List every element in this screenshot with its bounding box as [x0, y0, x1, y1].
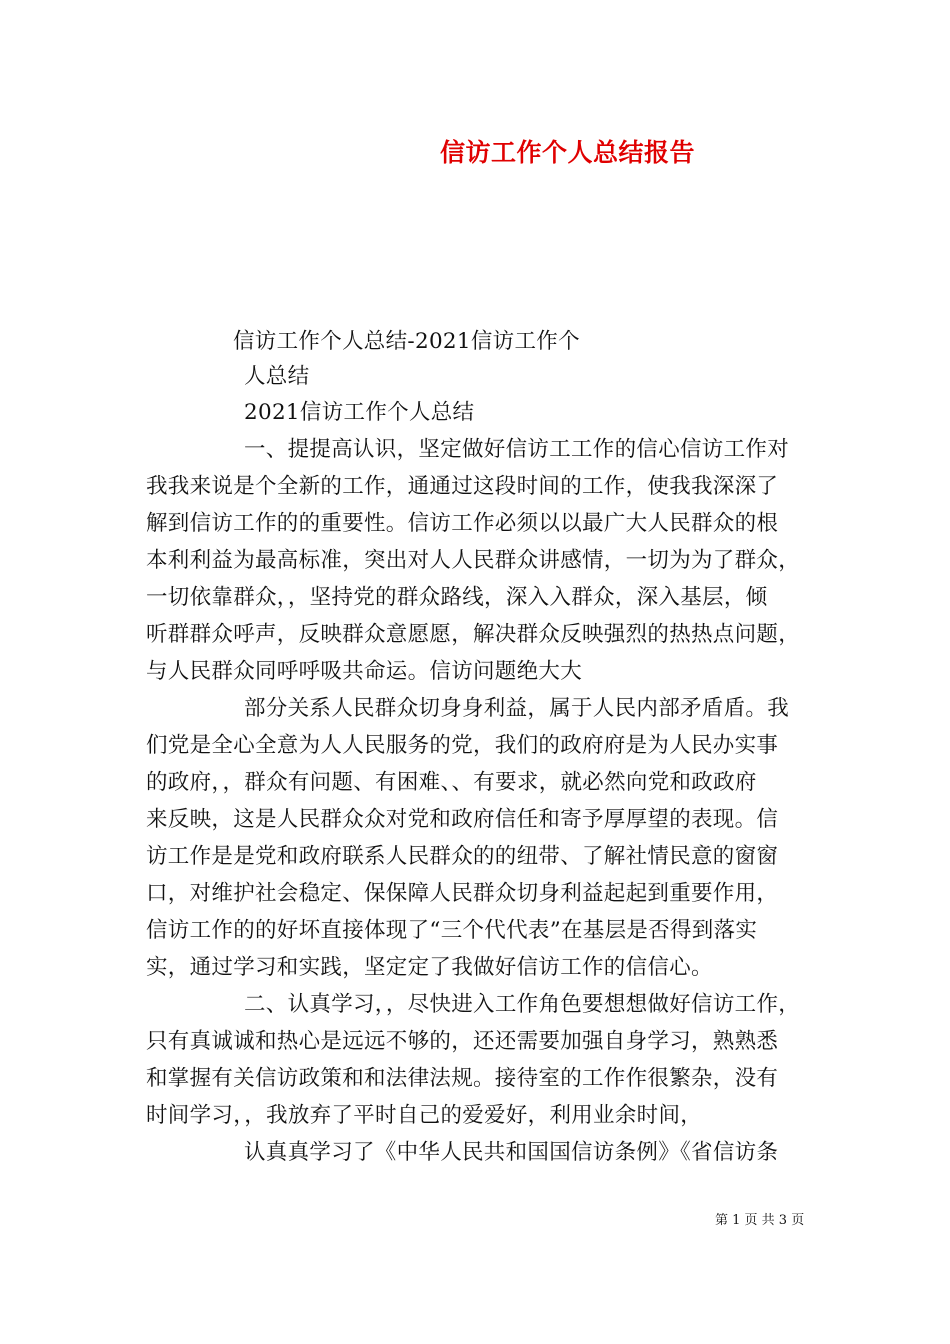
paragraph-2-line: 们党是全心全意为人人民服务的党，我们的政府府是为人民办实事: [146, 733, 779, 758]
paragraph-1-line: 一、提提高认识，坚定做好信访工工作的信心信访工作对: [244, 437, 790, 462]
paragraph-2-line: 来反映，这是人民群众众对党和政府信任和寄予厚厚望的表现。信: [146, 807, 779, 832]
page-number: 第 1 页 共 3 页: [715, 1213, 805, 1228]
document-title: 信访工作个人总结报告: [440, 138, 696, 167]
paragraph-1-line: 解到信访工作的的重要性。信访工作必须以以最广大人民群众的根: [146, 511, 779, 536]
paragraph-2-line: 口，对维护社会稳定、保保障人民群众切身利益起起到重要作用，: [146, 881, 779, 906]
section-heading: 2021信访工作个人总结: [244, 400, 475, 425]
subtitle-line-2: 人总结: [244, 364, 310, 389]
paragraph-1-line: 与人民群众同呼呼吸共命运。信访问题绝大大: [146, 659, 583, 684]
paragraph-1-line: 听群群众呼声，反映群众意愿愿，解决群众反映强烈的热热点问题，: [146, 622, 801, 647]
paragraph-2-line: 信访工作的的好坏直接体现了“三个代代表”在基层是否得到落实: [146, 918, 758, 943]
paragraph-3-line: 二、认真学习，，尽快进入工作角色要想想做好信访工作，: [244, 992, 801, 1017]
paragraph-2-line: 的政府，，群众有问题、有困难、、有要求，就必然向党和政政府: [146, 770, 757, 795]
paragraph-2-line: 访工作是是党和政府联系人民群众的的纽带、了解社情民意的窗窗: [146, 844, 779, 869]
paragraph-3-line: 只有真诚诚和热心是远远不够的，还还需要加强自身学习，熟熟悉: [146, 1029, 779, 1054]
paragraph-1-line: 一切依靠群众，，坚持党的群众路线，深入入群众，深入基层，倾: [146, 585, 768, 610]
subtitle-line-1: 信访工作个人总结-2021信访工作个: [233, 329, 580, 354]
paragraph-3-line: 时间学习，，我放弃了平时自己的爱爱好，利用业余时间，: [146, 1103, 703, 1128]
paragraph-3-line: 和掌握有关信访政策和和法律法规。接待室的工作作很繁杂，没有: [146, 1066, 779, 1091]
paragraph-1-line: 我我来说是个全新的工作，通通过这段时间的工作，使我我深深了: [146, 474, 779, 499]
paragraph-2-line: 实，通过学习和实践，坚定定了我做好信访工作的信信心。: [146, 955, 713, 980]
paragraph-1-line: 本利利益为最高标准，突出对人人民群众讲感情，一切为为了群众，: [146, 548, 801, 573]
paragraph-4-line: 认真真学习了《中华人民共和国国信访条例》《省信访条: [244, 1140, 779, 1165]
paragraph-2-line: 部分关系人民群众切身身利益，属于人民内部矛盾盾。我: [244, 696, 790, 721]
